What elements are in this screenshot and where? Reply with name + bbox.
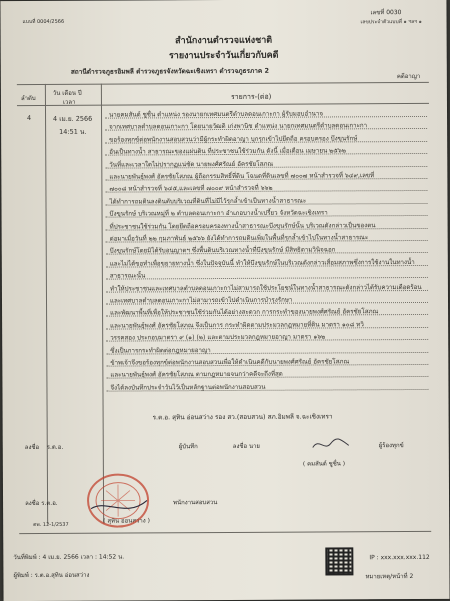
investigator-label: พนักงานสอบสวน [173,499,218,507]
report-body-line: วรรคสอง ประกอบมาตรา ๙ (๑) (๒) และตามประมวลกฎหมายอาญา มาตรา ๑๖๒ [110,333,326,342]
officer-line: ร.ต.อ. สุทิน อ่อนสว่าง รอง สว.(สอบสวน) สภ.อิมพลี จ.ฉะเชิงเทรา [152,412,333,422]
table-column-divider [101,84,104,524]
report-title: รายงานประจำวันเกี่ยวกับคดี [168,50,279,62]
police-seal [81,470,155,530]
report-body-line: และนายพันธุ์พงศ์ อัครชัยโสภณ ผู้ถือกรรมสิทธิ์ที่ดิน โฉนดที่ดินเลขที่ ๗๐๐๗ หน้าสำรวจที่ ๖๔๙,เลขที่ [109,172,375,181]
report-body-line: บึงขุนรักษ์ บริเวณหมู่ที่ ๒ ตำบลดอนเกาะกา อำเภอบางน้ำเปรี้ยว จังหวัดฉะเชิงเทรา [109,209,328,218]
report-body-line: สาธารณะนั้น [109,272,146,280]
report-body-line: ซึ่งเป็นการกระทำผิดต่อกฎหมายอาญา [110,346,211,355]
report-body-line: นายคมสันต์ ชูชื่น ตำแหน่ง รองนายกเทศมนตรีตำบลดอนเกาะกา ผู้รับมอบอำนาจ [109,110,324,119]
report-body-line: วันที่และเวลาใดไม่ปรากฏแน่ชัด นายพงศ์ศรัณย์ อัครชัยโสภณ [109,160,274,169]
report-body-line: บึงขุนรักษ์โดยมิได้รับอนุญาตฯ ซึ่งพื้นดินบริเวณทางน้ำที่บึงขุนรักษ์ มีสิทธิตามวินิจฉอก [109,246,336,255]
report-body-line: ทำให้ประชาชนและเทศบาลตำบลดอนเกาะกาไม่สามารถใช้ประโยชน์ในทางน้ำสาธารณะดังกล่าวได้รับความเดือดร้อน [109,283,422,293]
report-body-line: และนายพันธุ์พงศ์ อัครชัยโสภณ จึงเป็นการ กระทำผิดตามประมวลกฎหมายที่ดิน มาตรา ๑๐๘ ทวิ [110,321,364,330]
complainant-label: ผู้ร้องทุกข์ [378,442,404,450]
report-body-line: และไม่ได้ขอทำเพื่อขยายทางน้ำ ซึ่งในปัจจุบันนี้ ทำให้บึงขุนรักษ์ในบริเวณดังกล่าวเสื่อมสภาพซึ่งการใช้งานในทางน้ำ [109,258,415,268]
report-body-line: และนายพันธุ์พงศ์ อัครชัยโสภณ ตามกฎหมายจนกว่าคดีจะถึงที่สุด [110,371,283,379]
recorder-label: ผู้บันทึก [178,443,198,451]
entry-sequence: 4 [27,114,32,123]
ip-address: IP : xxx.xxx.xxx.112 [369,553,430,562]
dotted-rule [106,277,428,280]
form-number: แบบที่ 0004/2566 [22,18,65,26]
footer-divider [19,531,431,534]
signature-label-middle: ลงชื่อ นาย [232,442,260,450]
page-note: หมายเหตุ/หน้าที่ 2 [365,573,414,581]
entry-date: 4 เม.ย. 2566 [53,114,93,123]
qr-code [325,547,353,575]
report-body-line: อันเป็นทางน้ำ สาธารณะของแผ่นดิน ที่ประชาชนใช้ร่วมกัน ดังนี้ เมื่อเดือน เมษายน ๒๕๖๒ [109,147,346,156]
case-type: คดีอาญา [396,72,421,81]
station-name: สถานีตำรวจภูธรอิมพลี ตำรวจภูธรจังหวัดฉะเชิงเทรา ตำรวจภูธรภาค 2 [70,66,270,76]
signature-rank-left: ร.ต.อ. [46,443,64,451]
report-body-line: และพัฒนาพื้นที่เพื่อให้ประชาชนใช้ร่วมกันได้อย่างสะดวก การกระทำของนายพงศ์ศรัณย์ อัครชัยโสภณ [110,308,379,317]
complainant-signature [311,435,351,453]
report-body-line: จากเทศบาลตำบลดอนเกาะกา โดยนายวัฒดิ เก่งพานิช ตำแหน่ง นายกเทศมนตรีตำบลดอนเกาะกา [109,122,368,131]
officer-id: ตพ. 12-1/2537 [33,521,69,529]
column-header-items: รายการ-(ต่อ) [230,92,272,101]
table-top-border [17,82,429,85]
report-body-line: ได้ทำการถมดินลงดินตับบริเวณที่ดินที่ไม่มีไว้รุกล้ำเข้าเป็นทางน้ำสาธารณะ [109,197,307,206]
column-header-sequence: ลำดับ [20,94,36,103]
printer-name: ผู้พิมพ์ : ร.ต.อ.สุทิน อ่อนสว่าง [13,571,90,580]
column-header-time: เวลา [62,98,76,106]
complainant-name: ( คมสันต์ ชูชื่น ) [302,460,346,468]
entry-time: 14:51 น. [59,127,87,136]
report-body-line: ต่อมาเมื่อวันที่ ๒๒ กุมภาพันธ์ ๒๕๖๖ ยังได้ทำการถมดินเพิ่มในพื้นที่รุกล้ำเข้าไปในทางน้ำสาธารณะ [109,234,369,243]
column-header-date: วัน เดือน ปี [52,89,82,97]
signature-label-left-2: ลงชื่อ ร.ต.อ. [25,499,58,508]
report-body-line: และเทศบาลตำบลดอนเกาะกาไม่สามารถเข้าไปดำเนินการบำรุงรักษา [109,296,293,305]
officer-name: ( สุทิน อ่อนสว่าง ) [103,517,150,525]
signature-label-left: ลงชื่อ [24,443,40,452]
report-body-line: ๗๐๐๘ หน้าสำรวจที่ ๖๔๕,และเลขที่ ๗๐๐๙ หน้าสำรวจที่ ๖๖๒ [109,185,273,193]
agency-title: สำนักงานตำรวจแห่งชาติ [175,35,273,47]
print-date: วันที่พิมพ์ : 4 เม.ย. 2566 เวลา : 14:52 น. [13,553,125,562]
report-body-line: ขอร้องทุกข์ต่อพนักงานสอบสวนว่ามีผู้กระทำผิดอาญา บุกรุกเข้าไปยึดถือ ครอบครอง บึงขุนรักษ์ [109,135,358,144]
report-body-line: ที่ประชาชนใช้ร่วมกัน โดยยึดถือครอบครองทางน้ำสาธารณะบึงขุนรักษ์นั้น บริเวณดังกล่าวเป็นของตน [109,221,376,231]
table-header-divider [17,103,429,106]
report-body-line: จึงได้ลงบันทึกประจำวันไว้เป็นหลักฐานต่อพนักงานสอบสวน [110,383,266,392]
report-body-line: ข้าพเจ้าจึงขอร้องทุกข์ต่อพนักงานสอบสวนเพื่อให้ดำเนินคดีกับนายพงศ์ศรัณย์ อัครชัยโสภณ [110,358,350,367]
document-number: เลขที่ 0030 [370,9,402,17]
document-reference: เลขประจำตัวแบบที่ ๑ ฯลฯ ๑ [360,18,422,26]
table-column-divider [45,84,48,524]
